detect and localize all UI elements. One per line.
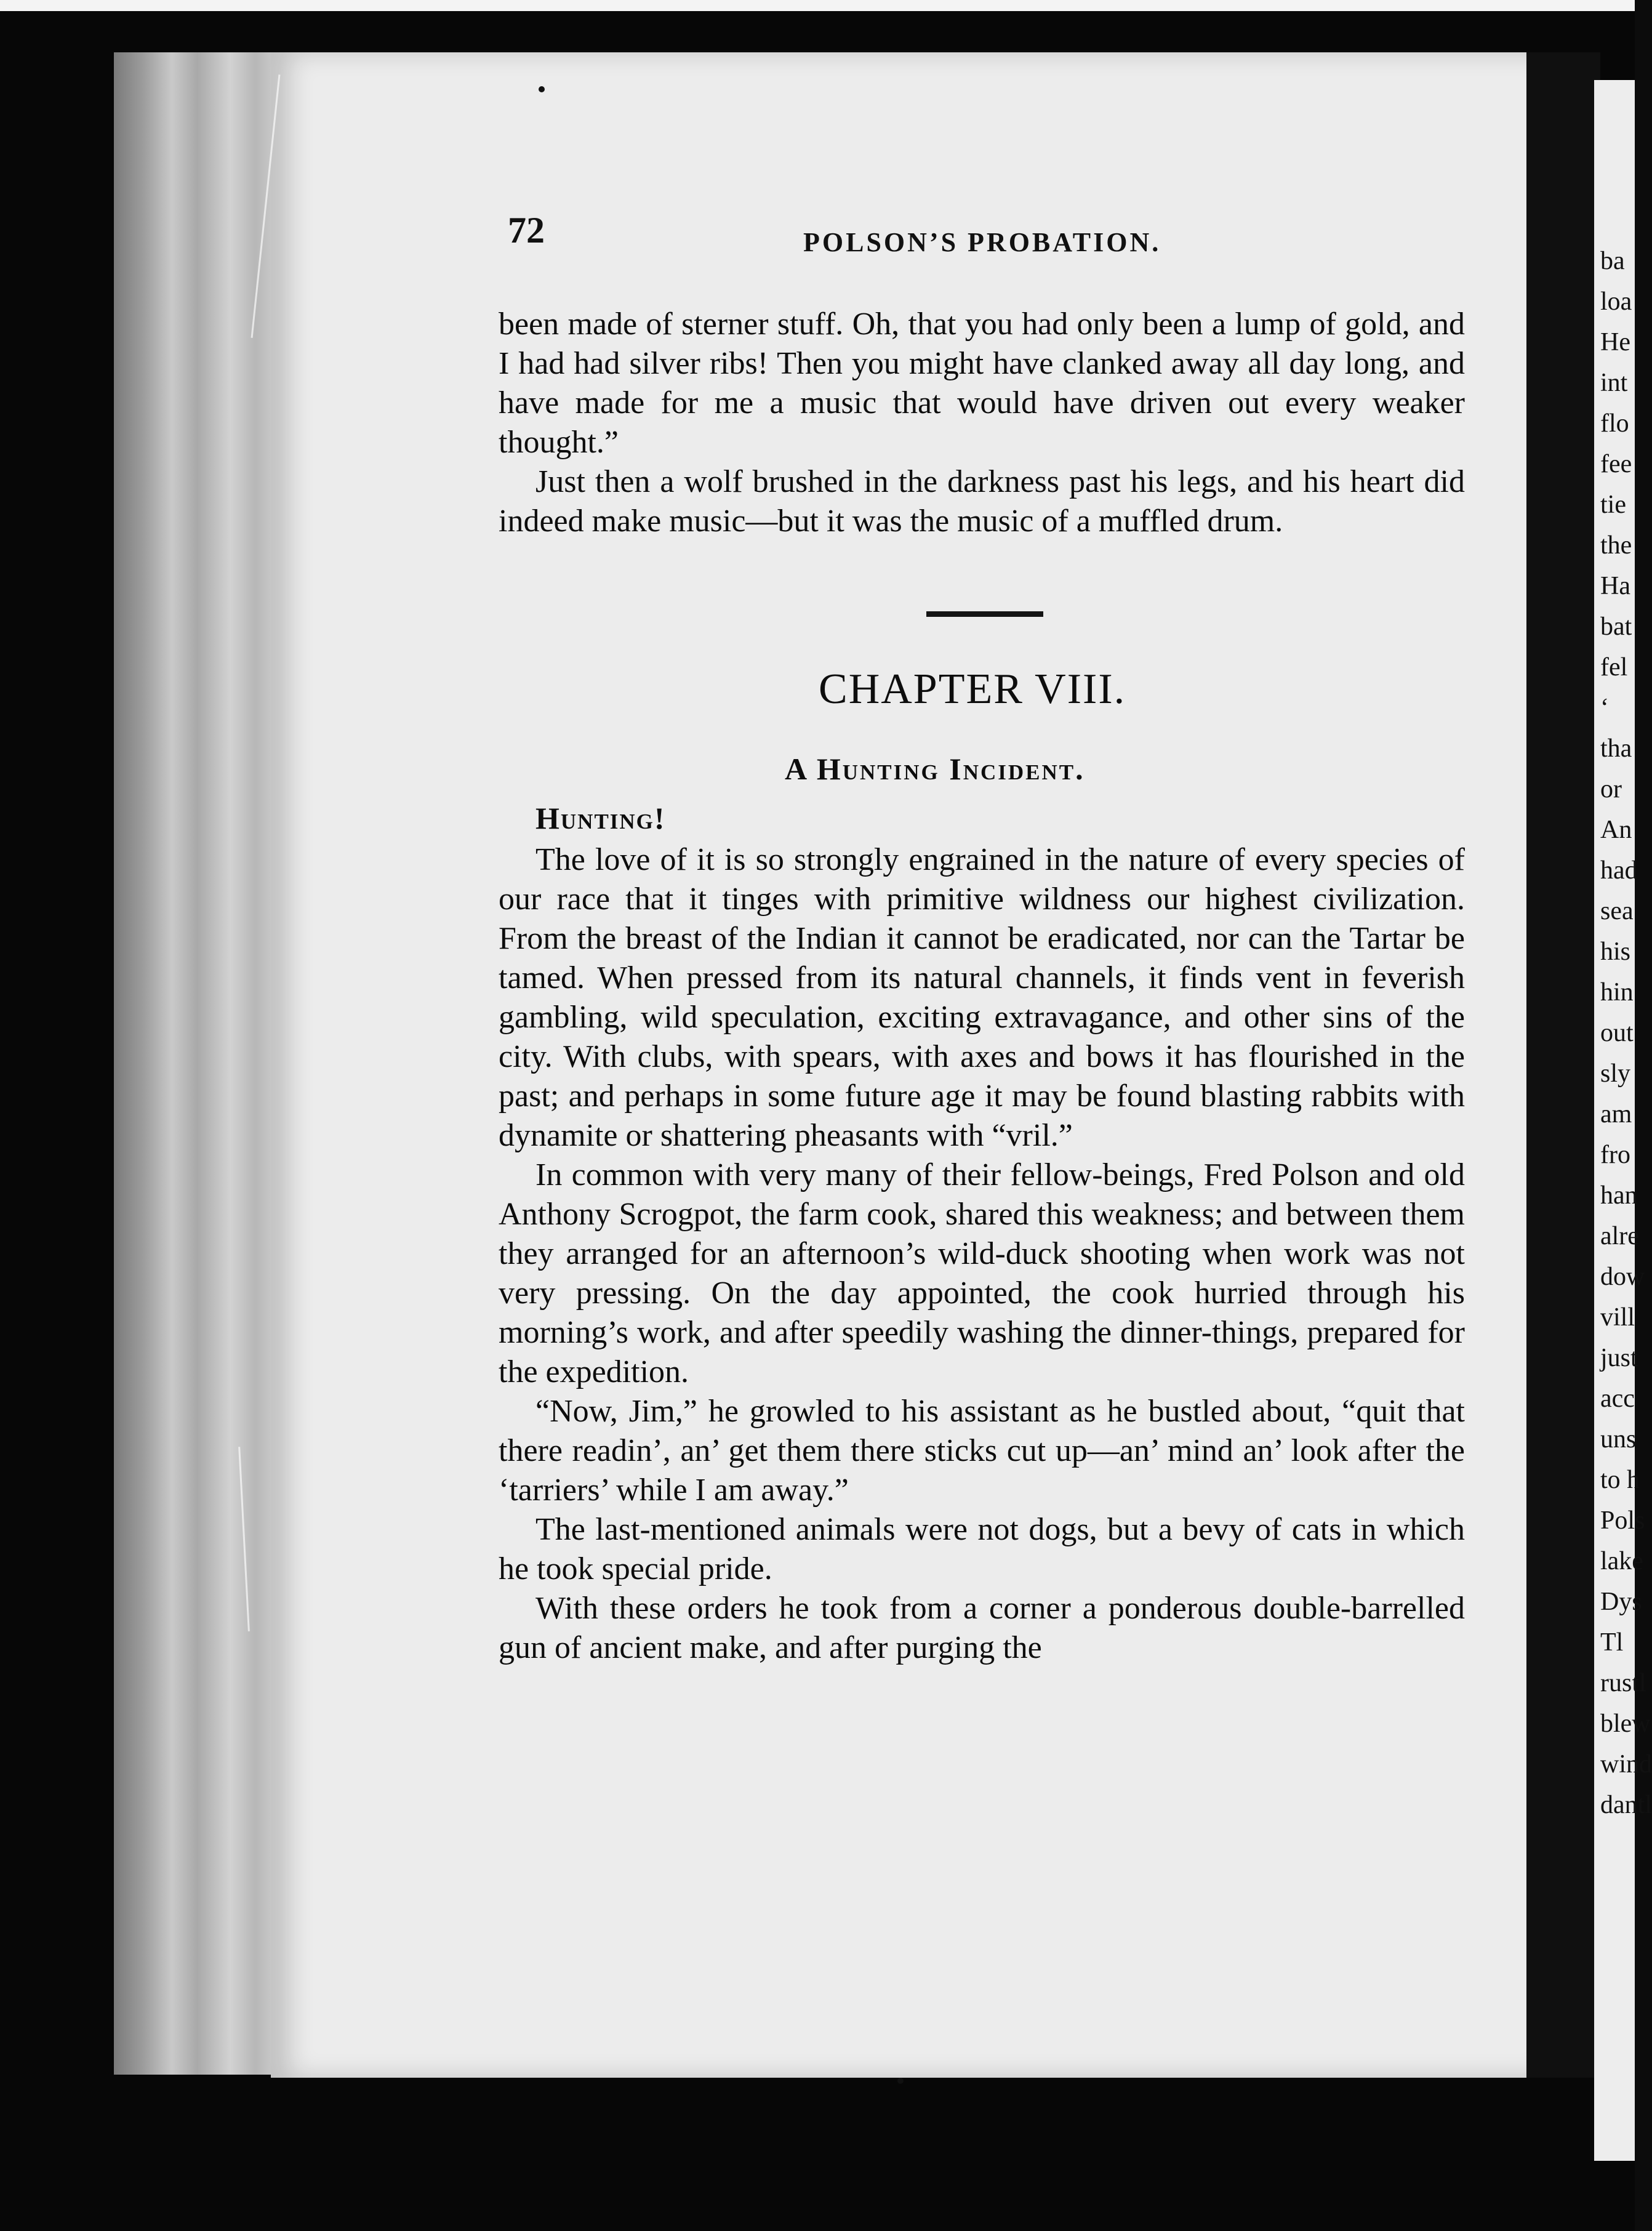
facing-page-fragment: han [1600, 1181, 1638, 1210]
facing-page-fragment: out [1600, 1019, 1634, 1047]
facing-page-fragment: loa [1600, 287, 1632, 316]
section-divider [926, 611, 1043, 617]
paragraph: With these orders he took from a corner a ponderous double-barrelled gun of ancient make, and after purging the [499, 1591, 1465, 1665]
facing-page-fragment: Ha [1600, 572, 1630, 600]
page-edge-stack [114, 52, 280, 2075]
film-speck [539, 86, 545, 92]
facing-page-fragment: Dys [1600, 1588, 1642, 1616]
chapter-subtitle: A Hunting Incident. [785, 752, 1085, 786]
continuation-text [499, 305, 1465, 541]
paragraph: In common with very many of their fellow-beings, Fred Polson and old Anthony Scrogpot, the farm cook, shared this weakness; and between them they arranged for an afternoon’s wild-duck shooting when work was not very pressing. On the day appointed, the cook hurried through his morning’s work, and after speedily washing the dinner-things, prepared for the expedition. [499, 1157, 1465, 1389]
facing-page-fragment: ba [1600, 247, 1625, 275]
paragraph: Just then a wolf brushed in the darkness past his legs, and his heart did indeed make music—but it was the music of a muffled drum. [499, 464, 1465, 539]
facing-page-fragment: fel [1600, 653, 1628, 681]
facing-page-fragment: flo [1600, 409, 1629, 438]
facing-page-fragment: just [1600, 1344, 1638, 1372]
facing-page-fragment: am [1600, 1100, 1632, 1128]
facing-page-fragment: An [1600, 816, 1632, 844]
facing-page-fragment: rustl [1600, 1669, 1646, 1697]
facing-page-fragment: tha [1600, 734, 1632, 763]
facing-page-fragment: He [1600, 328, 1630, 356]
facing-page-fragment: or [1600, 775, 1622, 803]
facing-page-fragment: blew [1600, 1710, 1651, 1738]
facing-page-fragment: Tl [1600, 1628, 1624, 1657]
facing-page-fragment: to h [1600, 1466, 1640, 1494]
chapter-opening-word: Hunting! [535, 801, 666, 835]
facing-page-fragment: tie [1600, 491, 1626, 519]
chapter-title: CHAPTER VIII. [819, 665, 1126, 713]
paragraph: “Now, Jim,” he growled to his assistant as he bustled about, “quit that there readin’, an’ get them there sticks cut up—an’ mind an’ look after the ‘tarriers’ while I am away.” [499, 1394, 1465, 1508]
book-gutter [1526, 52, 1600, 2078]
facing-page-fragment: the [1600, 531, 1632, 560]
facing-page-fragment: dantl [1600, 1791, 1652, 1819]
film-edge [0, 0, 1635, 11]
facing-page-fragment: Pols [1600, 1506, 1645, 1535]
facing-page-fragment: lake [1600, 1547, 1643, 1575]
paragraph: been made of sterner stuff. Oh, that you had only been a lump of gold, and I had had silver ribs! Then you might have clanked away all day long, and have made for me a music that would have driven out every weaker thought.” [499, 307, 1465, 460]
facing-page-fragment: had [1600, 856, 1638, 885]
facing-page-fragment: bat [1600, 613, 1632, 641]
facing-page-fragment: int [1600, 369, 1628, 397]
facing-page-fragment: sly [1600, 1059, 1631, 1088]
facing-page-fragment: vill [1600, 1303, 1635, 1332]
facing-page-fragment: uns [1600, 1425, 1637, 1453]
running-head [508, 209, 1468, 259]
running-head-title: POLSON’S PROBATION. [803, 227, 1161, 257]
facing-page-fragment: fro [1600, 1141, 1630, 1169]
facing-page-fragment: sea [1600, 897, 1634, 925]
facing-page-fragment: dow [1600, 1263, 1645, 1291]
paragraph: The last-mentioned animals were not dogs, but a bevy of cats in which he took special pride. [499, 1512, 1465, 1586]
film-speck [897, 2078, 904, 2084]
page-number: 72 [508, 210, 545, 251]
facing-page-edge [1594, 80, 1652, 2161]
facing-page-fragment: alre [1600, 1222, 1639, 1250]
facing-page-fragment: wind [1600, 1750, 1652, 1779]
facing-page-fragment: acc [1600, 1385, 1635, 1413]
paragraph: The love of it is so strongly engrained in the nature of every species of our race that it tinges with primitive wildness our highest civilization. From the breast of the Indian it cannot be eradicated, nor can the Tartar be tamed. When pressed from its natural channels, it finds vent in feverish gambling, wild speculation, exciting extravagance, and other sins of the city. With clubs, with spears, with axes and bows it has flourished in the past; and perhaps in some future age it may be found blasting rabbits with dynamite or shattering pheasants with “vril.” [499, 842, 1465, 1153]
facing-page-fragment: his [1600, 938, 1631, 966]
facing-page-fragment: hin [1600, 978, 1634, 1007]
facing-page-fragment: fee [1600, 450, 1632, 478]
facing-page-fragment: ‘ [1600, 694, 1609, 722]
chapter-text [499, 840, 1465, 1668]
